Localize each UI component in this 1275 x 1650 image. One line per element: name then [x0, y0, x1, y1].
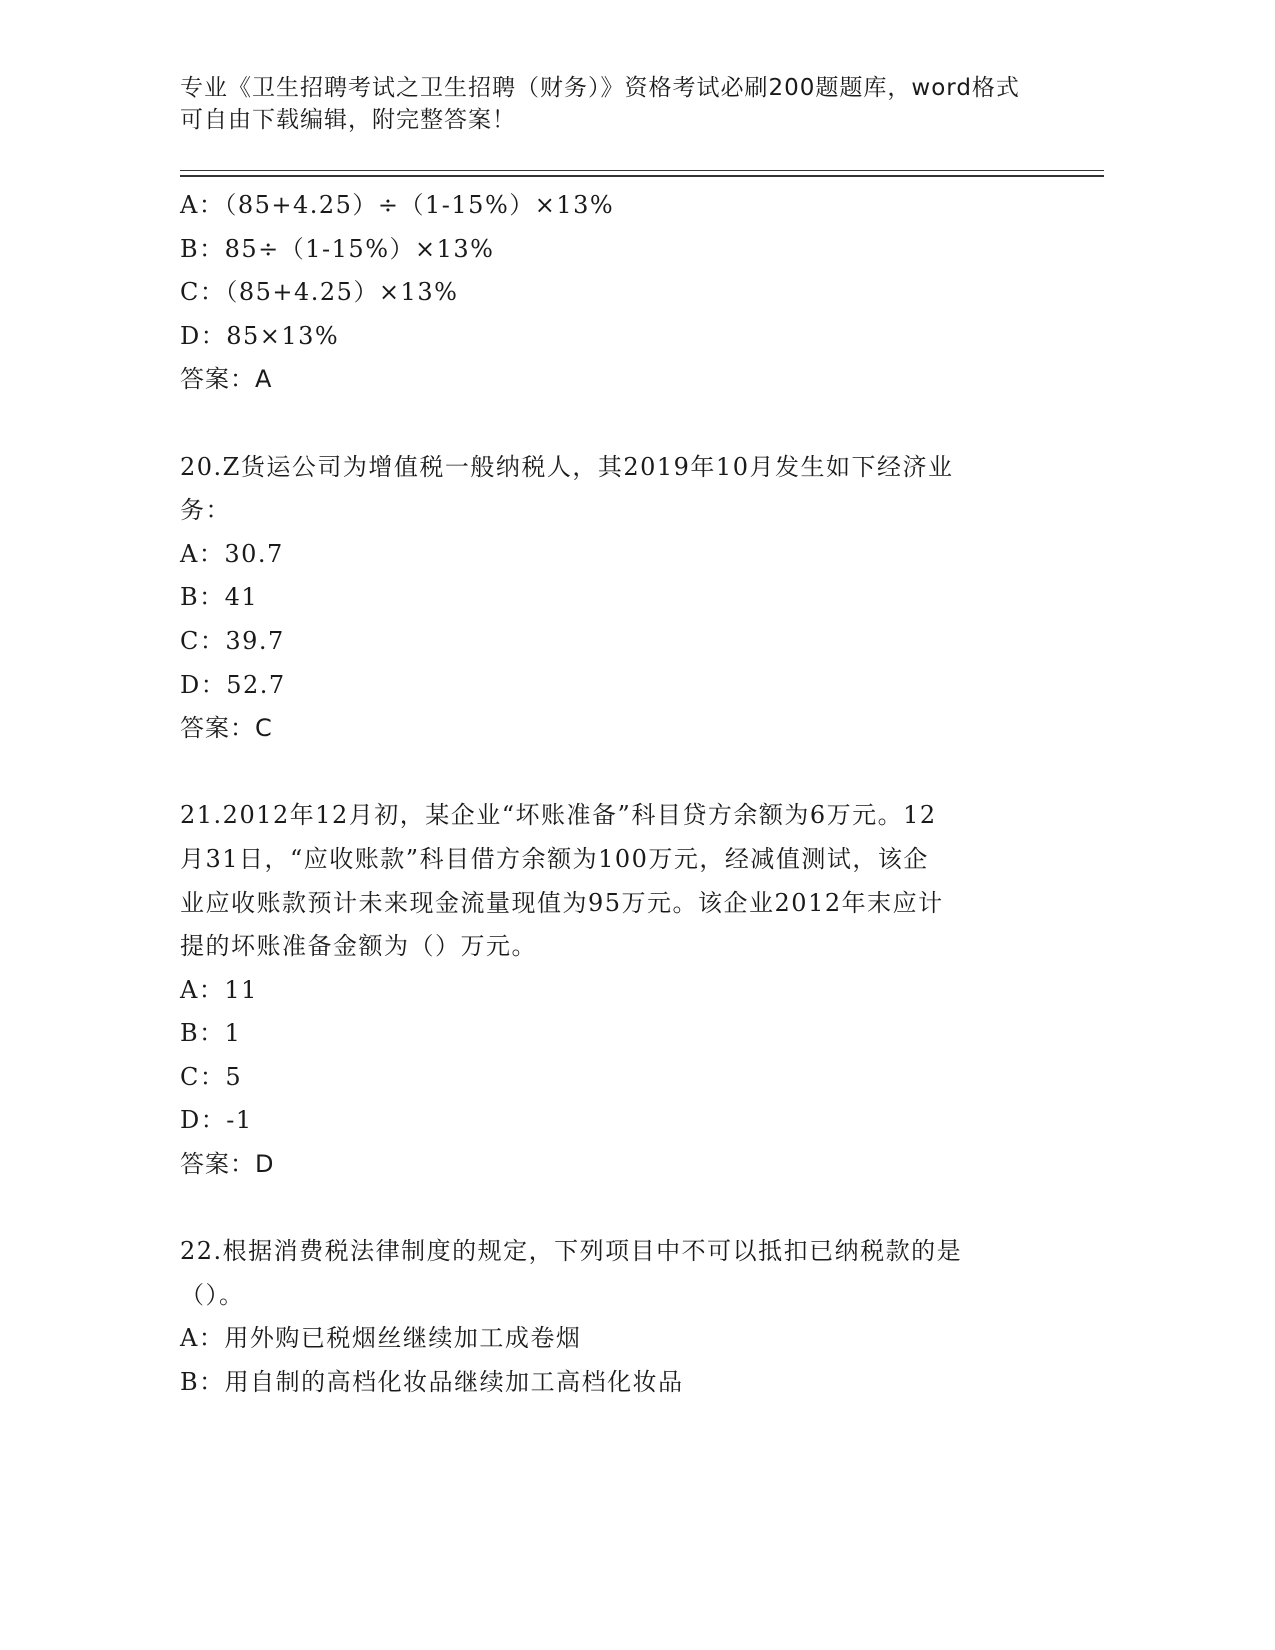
document-body — [180, 184, 1040, 1405]
option-c: C：（85+4.25）×13% — [180, 278, 459, 307]
question-text-line: 21.2012年12月初，某企业“坏账准备”科目贷方余额为6万元。12 — [180, 801, 937, 830]
question-text-line: 业应收账款预计未来现金流量现值为95万元。该企业2012年末应计 — [180, 888, 944, 917]
question-22 — [180, 1230, 1040, 1404]
spacer — [180, 402, 1040, 446]
option-c: C：39.7 — [180, 626, 285, 655]
answer: 答案：D — [180, 1150, 275, 1179]
question-20 — [180, 446, 1040, 751]
question-text-line: 20.Z货运公司为增值税一般纳税人，其2019年10月发生如下经济业 — [180, 452, 954, 481]
header-title-line-2: 可自由下载编辑，附完整答案！ — [180, 107, 516, 133]
question-19-tail — [180, 184, 1040, 402]
header-title-line-1: 专业《卫生招聘考试之卫生招聘（财务）》资格考试必刷200题题库，word格式 — [180, 75, 1020, 101]
option-b: B：85÷（1-15%）×13% — [180, 234, 495, 263]
spacer — [180, 751, 1040, 795]
question-text-line: 22.根据消费税法律制度的规定，下列项目中不可以抵扣已纳税款的是 — [180, 1237, 963, 1266]
question-text-line: （）。 — [180, 1280, 245, 1309]
option-d: D：-1 — [180, 1106, 253, 1135]
option-d: D：52.7 — [180, 670, 286, 699]
document-header — [180, 72, 1040, 136]
option-d: D：85×13% — [180, 321, 340, 350]
question-text-line: 务： — [180, 496, 231, 525]
question-21 — [180, 794, 1040, 1186]
header-divider-thin — [180, 170, 1104, 171]
spacer — [180, 1187, 1040, 1231]
option-a: A：11 — [180, 975, 258, 1004]
option-c: C：5 — [180, 1062, 243, 1091]
answer: 答案：C — [180, 714, 273, 743]
option-b: B：41 — [180, 583, 259, 612]
answer: 答案：A — [180, 365, 273, 394]
question-text-line: 月31日，“应收账款”科目借方余额为100万元，经减值测试，该企 — [180, 844, 929, 873]
option-b: B：1 — [180, 1019, 242, 1048]
header-divider-thick — [180, 175, 1104, 177]
question-text-line: 提的坏账准备金额为（）万元。 — [180, 932, 537, 961]
option-b: B：用自制的高档化妆品继续加工高档化妆品 — [180, 1368, 684, 1397]
option-a: A：（85+4.25）÷（1-15%）×13% — [180, 191, 615, 219]
option-a: A：30.7 — [180, 539, 284, 568]
option-a: A：用外购已税烟丝继续加工成卷烟 — [180, 1324, 582, 1353]
